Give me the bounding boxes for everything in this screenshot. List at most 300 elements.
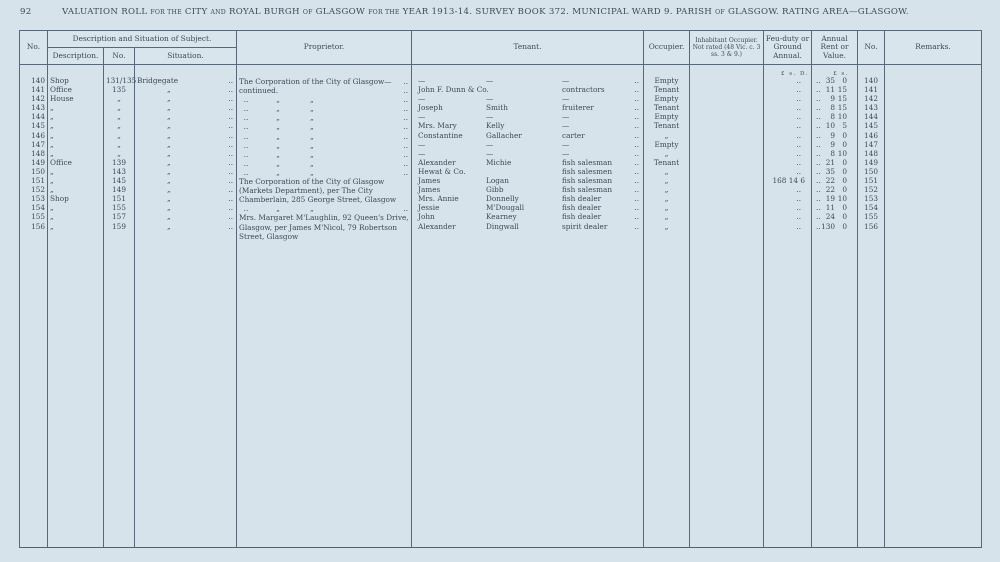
proprietor-text: .. „ „: [239, 131, 314, 141]
situation-value: „: [167, 121, 171, 131]
rent-shillings: 15: [837, 94, 848, 104]
rent-shillings: 15: [837, 85, 848, 95]
rent-pounds: 8: [830, 148, 836, 158]
proprietor-line: [239, 204, 409, 213]
tenant-dots: ..: [634, 130, 640, 140]
rent-dots: ..: [816, 148, 821, 158]
tenant-last: M'Dougall: [486, 203, 525, 213]
rent-pounds: 9: [830, 130, 836, 140]
rent-pounds: 9: [830, 139, 836, 149]
situation-dots: ..: [228, 139, 234, 149]
proprietor-line: [239, 86, 409, 95]
description: „: [50, 130, 54, 140]
entry-number: 155: [31, 212, 45, 222]
feu-duty-value: [766, 113, 809, 122]
feu-dots: ..: [796, 103, 802, 113]
situation-dots: ..: [228, 103, 234, 113]
street-number: 145: [112, 176, 126, 186]
proprietor-line: [239, 159, 409, 168]
feu-dots: ..: [796, 148, 802, 158]
occupier-status: „: [664, 212, 669, 222]
proprietor-line: [239, 213, 409, 222]
entry-number-right: 156: [864, 221, 878, 231]
description: „: [50, 176, 54, 186]
feu-duty-value: [766, 104, 809, 113]
proprietor-dots: ..: [403, 131, 409, 141]
description: Shop: [50, 76, 69, 85]
tenant-dots: ..: [634, 212, 640, 222]
proprietor-text: Glasgow, per James M'Nicol, 79 Robertson: [239, 222, 398, 232]
tenant-occupation: fish salesman: [562, 157, 613, 167]
situation-value: „: [167, 157, 171, 167]
entry-number-column: [20, 65, 48, 548]
entry-number: 145: [31, 121, 45, 131]
entry-number-right: 146: [864, 130, 878, 140]
feu-amount: 168 14 6: [772, 176, 806, 186]
proprietor-dots: ..: [403, 77, 409, 86]
tenant-last: —: [486, 139, 494, 149]
proprietor-dots: ..: [403, 122, 409, 132]
proprietor-text: .. „ „: [239, 122, 314, 132]
situation-value: „: [167, 148, 171, 158]
rent-shillings: 0: [842, 139, 848, 149]
proprietor-text: .. „ „: [239, 104, 314, 114]
rent-shillings: 0: [842, 157, 848, 167]
proprietor-dots: ..: [403, 204, 409, 214]
situation-value: „: [167, 203, 171, 213]
rent-shillings: 15: [837, 103, 848, 113]
proprietor-text: Street, Glasgow: [239, 231, 299, 241]
tenant-last: —: [486, 94, 494, 104]
entry-number: 153: [31, 194, 45, 204]
street-number: 155: [112, 203, 126, 213]
street-number: „: [117, 94, 121, 104]
situation-dots: ..: [228, 176, 234, 186]
rent-shillings: 0: [842, 203, 848, 213]
entry-number-right: 141: [864, 85, 878, 95]
valuation-table: [19, 30, 982, 548]
col-remarks: Remarks.: [885, 31, 982, 65]
occupier-status: „: [664, 176, 669, 186]
entry-number-right: 154: [864, 203, 878, 213]
situation-dots: ..: [228, 85, 234, 95]
tenant-entry: [414, 95, 641, 104]
street-number: 149: [112, 185, 126, 195]
tenant-dots: ..: [634, 94, 640, 104]
proprietor-text: .. „ „: [239, 204, 314, 214]
entry-number-right: 144: [864, 112, 878, 122]
tenant-last: —: [486, 112, 494, 122]
street-number: 131/135: [106, 76, 137, 85]
tenant-dots: ..: [634, 148, 640, 158]
proprietor-line: [239, 186, 409, 195]
entry-number: 150: [31, 166, 45, 176]
tenant-first: Joseph: [418, 103, 443, 113]
description: Office: [50, 157, 72, 167]
tenant-first: John F. Dunn & Co.: [418, 85, 489, 95]
feu-dots: ..: [796, 85, 802, 95]
col-description: Description.: [48, 48, 104, 65]
proprietor-dots: ..: [403, 140, 409, 150]
situation-value: „: [167, 194, 171, 204]
street-number: 143: [112, 166, 126, 176]
feu-duty-value: [766, 195, 809, 204]
tenant-dots: ..: [634, 103, 640, 113]
tenant-first: Mrs. Annie: [418, 194, 459, 204]
situation: [137, 223, 234, 232]
tenant-entry: [414, 141, 641, 150]
feu-units: £ s. D.: [780, 71, 810, 77]
situation-dots: ..: [228, 203, 234, 213]
feu-dots: ..: [796, 94, 802, 104]
feu-dots: ..: [796, 203, 802, 213]
street-number: 139: [112, 157, 126, 167]
occupier-status: Empty: [654, 112, 679, 122]
tenant-last: Michie: [486, 157, 512, 167]
situation-dots: ..: [228, 112, 234, 122]
occupier-status: „: [664, 130, 669, 140]
street-number-column: [104, 65, 135, 548]
feu-dots: ..: [796, 194, 802, 204]
proprietor-line: [239, 95, 409, 104]
tenant-occupation: fish dealer: [562, 194, 602, 204]
proprietor-line: [239, 122, 409, 131]
situation-dots: ..: [228, 166, 234, 176]
page-header: [20, 7, 980, 19]
rent-dots: ..: [816, 76, 821, 85]
rent-shillings: 10: [837, 194, 848, 204]
proprietor-dots: ..: [403, 149, 409, 159]
description: „: [50, 103, 54, 113]
tenant-dots: ..: [634, 203, 640, 213]
proprietor-text: continued.: [239, 86, 279, 96]
tenant-dots: ..: [634, 121, 640, 131]
tenant-first: Constantine: [418, 130, 463, 140]
proprietor-line: [239, 104, 409, 113]
occupier-status: Tenant: [653, 103, 680, 113]
occupier-status: „: [664, 203, 669, 213]
rent-pounds: 22: [825, 176, 836, 186]
tenant-last: Logan: [486, 176, 509, 186]
proprietor-dots: ..: [403, 167, 409, 177]
entry-number: 142: [31, 94, 45, 104]
tenant-first: —: [418, 76, 426, 85]
street-number: 159: [112, 221, 126, 231]
remarks-column: [885, 65, 982, 548]
situation-column: [135, 65, 237, 548]
rent-dots: ..: [816, 157, 821, 167]
feu-duty-value: [766, 159, 809, 168]
occupier-status: Empty: [654, 139, 679, 149]
tenant-last: —: [486, 148, 494, 158]
rent-dots: ..: [816, 139, 821, 149]
tenant-entry: [414, 104, 641, 113]
occupier-status: „: [664, 185, 669, 195]
entry-number: 149: [31, 157, 45, 167]
proprietor-line: [239, 150, 409, 159]
tenant-occupation: —: [562, 148, 570, 158]
entry-number-right: 142: [864, 94, 878, 104]
entry-number-right: 153: [864, 194, 878, 204]
proprietor-line: [239, 132, 409, 141]
rent-dots: ..: [816, 121, 821, 131]
tenant-dots: ..: [634, 176, 640, 186]
proprietor-text: The Corporation of the City of Glasgow: [239, 177, 385, 187]
entry-number: 141: [31, 85, 45, 95]
tenant-entry: [414, 195, 641, 204]
feu-dots: ..: [796, 76, 802, 85]
tenant-dots: ..: [634, 157, 640, 167]
situation-dots: ..: [228, 194, 234, 204]
tenant-occupation: spirit dealer: [562, 221, 608, 231]
entry-number-right: 149: [864, 157, 878, 167]
situation-dots: ..: [228, 221, 234, 231]
rent-shillings: 10: [837, 112, 848, 122]
proprietor-dots: ..: [403, 86, 409, 96]
situation-value: Bridgegate: [137, 76, 179, 85]
proprietor-line: [239, 232, 409, 241]
tenant-occupation: fish salesman: [562, 185, 613, 195]
description: „: [50, 112, 54, 122]
col-occupier: Occupier.: [644, 31, 690, 65]
col-no-right: No.: [858, 31, 885, 65]
tenant-first: —: [418, 139, 426, 149]
proprietor-text: Mrs. Margaret M'Laughlin, 92 Queen's Drive,: [239, 213, 409, 223]
situation-value: „: [167, 212, 171, 222]
street-number: „: [117, 103, 121, 113]
rent-dots: ..: [816, 103, 821, 113]
col-proprietor: Proprietor.: [237, 31, 412, 65]
feu-duty-value: [766, 213, 809, 222]
proprietor-dots: ..: [403, 158, 409, 168]
proprietor-line: [239, 223, 409, 232]
feu-duty-value: [766, 204, 809, 213]
feu-dots: ..: [796, 221, 802, 231]
tenant-dots: ..: [634, 185, 640, 195]
rent-shillings: 0: [842, 221, 848, 231]
rent-dots: ..: [816, 176, 821, 186]
proprietor-column: [237, 65, 412, 548]
col-rent: Annual Rent or Value.: [812, 31, 858, 65]
occupier-status: „: [664, 148, 669, 158]
description: „: [50, 166, 54, 176]
street-number: „: [117, 121, 121, 131]
proprietor-line: [239, 141, 409, 150]
proprietor-dots: ..: [403, 113, 409, 123]
situation-value: „: [167, 139, 171, 149]
rent-dots: ..: [816, 203, 821, 213]
rent-pounds: 21: [825, 157, 836, 167]
col-street-no: No.: [104, 48, 135, 65]
tenant-first: Jessie: [418, 203, 440, 213]
entry-number-right: 155: [864, 212, 878, 222]
tenant-first: Mrs. Mary: [418, 121, 457, 131]
situation-value: „: [167, 85, 171, 95]
col-desc-group: Description and Situation of Subject.: [48, 31, 237, 48]
page-number: 92: [20, 7, 32, 17]
rent-shillings: 0: [842, 185, 848, 195]
tenant-occupation: fish dealer: [562, 203, 602, 213]
rent-pounds: 11: [825, 203, 836, 213]
entry-number-right: 147: [864, 139, 878, 149]
description: „: [50, 185, 54, 195]
feu-dots: ..: [796, 121, 802, 131]
entry-number-right: 148: [864, 148, 878, 158]
feu-dots: ..: [796, 185, 802, 195]
rent-pounds: 9: [830, 94, 836, 104]
tenant-occupation: fish dealer: [562, 212, 602, 222]
occupier-status: Empty: [654, 76, 679, 85]
tenant-occupation: —: [562, 76, 570, 85]
feu-dots: ..: [796, 157, 802, 167]
occupier-column: [644, 65, 690, 548]
rent-pounds: 35: [825, 166, 836, 176]
proprietor-text: The Corporation of the City of Glasgow—: [239, 77, 392, 86]
feu-dots: ..: [796, 212, 802, 222]
tenant-first: John: [418, 212, 435, 222]
occupier-status: „: [664, 166, 669, 176]
description: Office: [50, 85, 72, 95]
tenant-last: Dingwall: [486, 221, 519, 231]
feu-duty-column: [764, 65, 812, 548]
description: „: [50, 212, 54, 222]
rent-dots: ..: [816, 194, 821, 204]
entry-number: 140: [31, 76, 45, 85]
tenant-dots: ..: [634, 85, 640, 95]
rent-dots: ..: [816, 85, 821, 95]
feu-duty-value: [766, 122, 809, 131]
situation-value: „: [167, 166, 171, 176]
feu-dots: ..: [796, 166, 802, 176]
proprietor-text: .. „ „: [239, 140, 314, 150]
tenant-occupation: fish salesmen: [562, 166, 613, 176]
rent-column: [812, 65, 858, 548]
tenant-dots: ..: [634, 139, 640, 149]
entry-number: 144: [31, 112, 45, 122]
tenant-last: Gibb: [486, 185, 504, 195]
rent-pounds: 10: [825, 121, 836, 131]
tenant-dots: ..: [634, 166, 640, 176]
entry-number: 151: [31, 176, 45, 186]
rent-dots: ..: [816, 94, 821, 104]
tenant-occupation: —: [562, 121, 570, 131]
entry-number: 148: [31, 148, 45, 158]
rent-dots: ..: [816, 112, 821, 122]
entry-number: 154: [31, 203, 45, 213]
rent-dots: ..: [816, 185, 821, 195]
proprietor-text: .. „ „: [239, 167, 314, 177]
proprietor-text: .. „ „: [239, 95, 314, 105]
col-no: No.: [20, 31, 48, 65]
description: „: [50, 221, 54, 231]
feu-duty-value: [766, 95, 809, 104]
rent-shillings: 0: [842, 176, 848, 186]
feu-duty-value: [766, 186, 809, 195]
situation-dots: ..: [228, 157, 234, 167]
entry-number: 143: [31, 103, 45, 113]
tenant-first: James: [418, 176, 441, 186]
situation-dots: ..: [228, 185, 234, 195]
rent-shillings: 10: [837, 148, 848, 158]
description: „: [50, 139, 54, 149]
feu-dots: ..: [796, 130, 802, 140]
situation-value: „: [167, 130, 171, 140]
proprietor-line: [239, 177, 409, 186]
rent-units: £ s.: [833, 71, 850, 77]
situation-dots: ..: [228, 76, 234, 85]
tenant-entry: [414, 132, 641, 141]
situation-dots: ..: [228, 148, 234, 158]
situation-dots: ..: [228, 212, 234, 222]
feu-dots: ..: [796, 112, 802, 122]
entry-number: 152: [31, 185, 45, 195]
tenant-last: Kearney: [486, 212, 517, 222]
description: Shop: [50, 194, 69, 204]
situation-dots: ..: [228, 121, 234, 131]
rent-shillings: 0: [842, 166, 848, 176]
feu-duty-value: [766, 177, 809, 186]
entry-number-right: 150: [864, 166, 878, 176]
tenant-occupation: fruiterer: [562, 103, 594, 113]
proprietor-text: Chamberlain, 285 George Street, Glasgow: [239, 195, 397, 205]
rent-pounds: 19: [825, 194, 836, 204]
tenant-first: Hewat & Co.: [418, 166, 466, 176]
proprietor-text: (Markets Department), per The City: [239, 186, 373, 196]
proprietor-text: .. „ „: [239, 158, 314, 168]
rent-shillings: 0: [842, 212, 848, 222]
rent-pounds: 8: [830, 103, 836, 113]
tenant-entry: [414, 204, 641, 213]
tenant-occupation: fish salesman: [562, 176, 613, 186]
tenant-last: Kelly: [486, 121, 505, 131]
proprietor-line: [239, 113, 409, 122]
tenant-dots: ..: [634, 221, 640, 231]
feu-dots: ..: [796, 139, 802, 149]
entry-number-right: 145: [864, 121, 878, 131]
description: „: [50, 203, 54, 213]
rent-shillings: 0: [842, 76, 848, 85]
rent-shillings: 5: [842, 121, 848, 131]
street-number: „: [117, 148, 121, 158]
page-title: VALUATION ROLL FOR THE CITY AND ROYAL BURGH OF GLASGOW FOR THE YEAR 1913-14. SURVEY BOOK 372. MUNICIPAL WARD 9. PARISH OF GLASGOW. RATING AREA—GLASGOW.: [62, 7, 909, 17]
tenant-column: [412, 65, 644, 548]
rent-value: [814, 223, 855, 232]
tenant-entry: [414, 223, 641, 232]
description-column: [48, 65, 104, 548]
situation-dots: ..: [228, 94, 234, 104]
tenant-last: Donnelly: [486, 194, 519, 204]
occupier-status: Empty: [654, 94, 679, 104]
tenant-last: —: [486, 76, 494, 85]
street-number: 157: [112, 212, 126, 222]
description: „: [50, 148, 54, 158]
proprietor-dots: ..: [403, 104, 409, 114]
feu-duty-value: [766, 132, 809, 141]
tenant-dots: ..: [634, 194, 640, 204]
situation-value: „: [167, 112, 171, 122]
tenant-first: —: [418, 94, 426, 104]
tenant-first: Alexander: [418, 157, 456, 167]
street-number: „: [117, 139, 121, 149]
proprietor-line: [239, 77, 409, 86]
feu-duty-value: [766, 223, 809, 232]
rent-dots: ..: [816, 221, 821, 231]
occupier-status: Tenant: [653, 121, 680, 131]
feu-duty-value: [766, 86, 809, 95]
tenant-first: Alexander: [418, 221, 456, 231]
col-tenant: Tenant.: [412, 31, 644, 65]
description: „: [50, 121, 54, 131]
